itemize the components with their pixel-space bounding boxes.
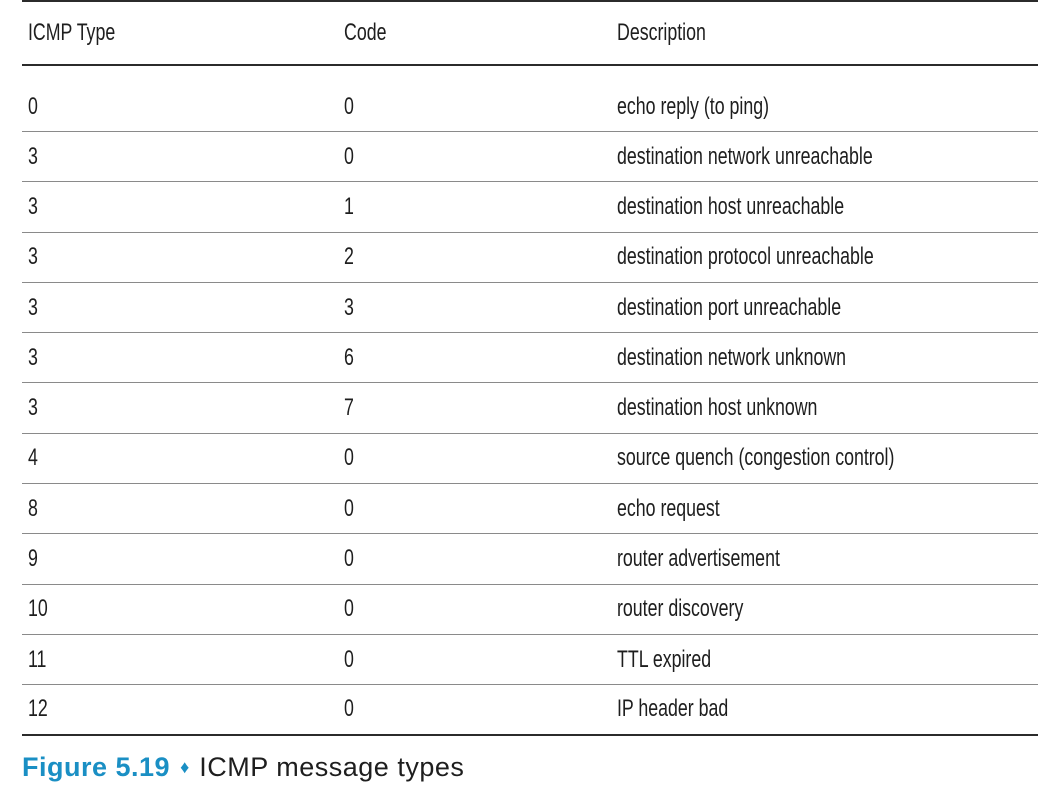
- code-cell-text: 0: [344, 595, 354, 623]
- description-cell: [617, 495, 1038, 523]
- type-cell: [22, 444, 342, 472]
- type-cell-text: 8: [28, 494, 38, 522]
- type-cell-text: 11: [28, 645, 47, 673]
- header-type-label: ICMP Type: [28, 19, 116, 46]
- code-cell-text: 1: [344, 192, 354, 220]
- code-cell: [342, 444, 617, 472]
- code-cell: [342, 143, 617, 171]
- table-row: [22, 585, 1038, 635]
- figure-title: ICMP message types: [199, 752, 465, 782]
- code-cell: [342, 495, 617, 523]
- code-cell-text: 2: [344, 243, 354, 271]
- type-cell-text: 3: [28, 192, 38, 220]
- table-row: [22, 434, 1038, 484]
- code-cell: [342, 243, 617, 271]
- type-cell: [22, 394, 342, 422]
- type-cell: [22, 193, 342, 221]
- diamond-icon: ♦: [180, 757, 190, 777]
- table-row: [22, 132, 1038, 182]
- type-cell: [22, 143, 342, 171]
- table-row: [22, 685, 1038, 735]
- code-cell: [342, 193, 617, 221]
- description-cell-text: IP header bad: [617, 695, 729, 723]
- description-cell-text: destination host unreachable: [617, 192, 845, 220]
- type-cell-text: 9: [28, 545, 38, 573]
- code-cell: [342, 394, 617, 422]
- type-cell-text: 10: [28, 595, 48, 623]
- header-cell-type: [22, 19, 342, 47]
- table-body: [22, 66, 1038, 736]
- type-cell-text: 3: [28, 394, 38, 422]
- type-cell: [22, 344, 342, 372]
- description-cell-text: destination protocol unreachable: [617, 243, 874, 271]
- type-cell: [22, 93, 342, 121]
- code-cell: [342, 294, 617, 322]
- figure-caption: [22, 752, 464, 783]
- figure-label: Figure 5.19: [22, 752, 171, 782]
- description-cell-text: destination host unknown: [617, 394, 818, 422]
- description-cell-text: router advertisement: [617, 545, 780, 573]
- type-cell: [22, 243, 342, 271]
- table-row: [22, 182, 1038, 232]
- code-cell: [342, 646, 617, 674]
- type-cell-text: 3: [28, 343, 38, 371]
- description-cell: [617, 545, 1038, 573]
- type-cell-text: 3: [28, 142, 38, 170]
- description-cell: [617, 143, 1038, 171]
- code-cell-text: 0: [344, 545, 354, 573]
- code-cell-text: 3: [344, 293, 354, 321]
- description-cell-text: source quench (congestion control): [617, 444, 895, 472]
- description-cell: [617, 646, 1038, 674]
- table-row: [22, 383, 1038, 433]
- header-code-label: Code: [344, 19, 387, 46]
- code-cell: [342, 344, 617, 372]
- code-cell-text: 0: [344, 142, 354, 170]
- description-cell: [617, 595, 1038, 623]
- code-cell-text: 0: [344, 494, 354, 522]
- description-cell-text: destination network unknown: [617, 343, 847, 371]
- type-cell: [22, 695, 342, 723]
- type-cell: [22, 545, 342, 573]
- code-cell-text: 0: [344, 695, 354, 723]
- description-cell: [617, 93, 1038, 121]
- type-cell: [22, 646, 342, 674]
- table-row: [22, 484, 1038, 534]
- code-cell-text: 6: [344, 343, 354, 371]
- table-row: [22, 635, 1038, 685]
- code-cell-text: 7: [344, 394, 354, 422]
- description-cell: [617, 193, 1038, 221]
- description-cell: [617, 695, 1038, 723]
- icmp-types-table: [22, 0, 1038, 736]
- table-row: [22, 283, 1038, 333]
- description-cell-text: echo reply (to ping): [617, 92, 770, 120]
- description-cell-text: destination port unreachable: [617, 293, 842, 321]
- code-cell-text: 0: [344, 645, 354, 673]
- code-cell: [342, 595, 617, 623]
- type-cell-text: 12: [28, 695, 48, 723]
- table-header-row: [22, 0, 1038, 66]
- table-row: [22, 333, 1038, 383]
- code-cell: [342, 545, 617, 573]
- description-cell: [617, 444, 1038, 472]
- type-cell: [22, 595, 342, 623]
- type-cell-text: 0: [28, 92, 38, 120]
- type-cell-text: 3: [28, 293, 38, 321]
- type-cell: [22, 495, 342, 523]
- header-cell-description: [617, 19, 1038, 47]
- code-cell: [342, 93, 617, 121]
- description-cell-text: TTL expired: [617, 645, 712, 673]
- type-cell: [22, 294, 342, 322]
- code-cell-text: 0: [344, 444, 354, 472]
- description-cell: [617, 294, 1038, 322]
- description-cell: [617, 243, 1038, 271]
- type-cell-text: 4: [28, 444, 38, 472]
- description-cell-text: echo request: [617, 494, 720, 522]
- description-cell: [617, 394, 1038, 422]
- code-cell-text: 0: [344, 92, 354, 120]
- header-description-label: Description: [617, 19, 706, 46]
- table-row: [22, 534, 1038, 584]
- description-cell-text: router discovery: [617, 595, 744, 623]
- type-cell-text: 3: [28, 243, 38, 271]
- header-cell-code: [342, 19, 617, 47]
- table-row: [22, 66, 1038, 132]
- table-row: [22, 233, 1038, 283]
- description-cell-text: destination network unreachable: [617, 142, 873, 170]
- code-cell: [342, 695, 617, 723]
- description-cell: [617, 344, 1038, 372]
